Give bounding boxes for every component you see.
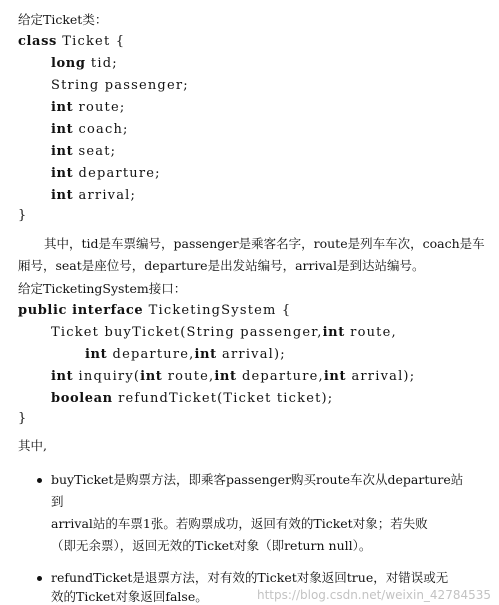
watermark-text: https://blog.csdn.net/weixin_42784535	[256, 588, 491, 602]
field-name: coach;	[78, 122, 129, 137]
bullet-dot-icon	[37, 478, 42, 483]
field-name: passenger;	[104, 78, 189, 93]
field-name: departure;	[78, 166, 161, 181]
method-name: inquiry(	[78, 369, 141, 384]
field-seat	[51, 144, 116, 160]
param-name: route,	[167, 369, 215, 384]
return-type: Ticket	[51, 325, 100, 340]
intro-ticket-class: 给定Ticket类：	[18, 12, 108, 27]
bullet-buy-line2: 到	[51, 494, 64, 509]
field-type: int	[51, 188, 74, 203]
field-arrival	[51, 188, 136, 204]
method-buy-ticket-line1	[51, 325, 397, 341]
field-route	[51, 100, 125, 116]
param-name: arrival);	[222, 347, 286, 362]
among-label: 其中,	[18, 438, 47, 453]
param-name: departure,	[241, 369, 324, 384]
bullet-dot-icon	[37, 576, 42, 581]
field-coach	[51, 122, 129, 138]
return-type: boolean	[51, 391, 113, 406]
param-type: int	[194, 347, 217, 362]
field-name: seat;	[78, 144, 117, 159]
field-description-paragraph: 其中，tid是车票编号，passenger是乘客名字，route是列车车次，coach是车厢号，seat是座位号，departure是出发站编号，arrival是到达站编号。	[18, 236, 485, 273]
field-type: int	[51, 122, 74, 137]
field-name: tid;	[90, 56, 118, 71]
field-departure	[51, 166, 161, 182]
bullet-buy-line1: buyTicket是购票方法，即乘客passenger购买route车次从departure站	[51, 472, 464, 487]
field-type: long	[51, 56, 86, 71]
field-tid	[51, 56, 118, 72]
param-type: int	[322, 325, 345, 340]
param-name: route,	[350, 325, 397, 340]
field-name: arrival;	[78, 188, 137, 203]
field-type: int	[51, 100, 74, 115]
method-inquiry	[51, 369, 415, 385]
interface-declaration	[18, 303, 291, 319]
param-name: departure,	[112, 347, 195, 362]
bullet-refund-line1: refundTicket是退票方法，对有效的Ticket对象返回true，对错误或无	[51, 570, 449, 585]
class-declaration	[18, 34, 125, 50]
field-type: int	[51, 166, 74, 181]
class-keyword: class	[18, 34, 57, 49]
method-signature: refundTicket(Ticket ticket);	[118, 391, 334, 406]
param-type: int	[140, 369, 163, 384]
field-type: String	[51, 78, 100, 93]
param-type: int	[214, 369, 237, 384]
return-type: int	[51, 369, 74, 384]
class-close-brace: }	[18, 208, 28, 223]
intro-ticketing-system: 给定TicketingSystem接口：	[18, 281, 187, 296]
bullet-buy-line3: arrival站的车票1张。若购票成功，返回有效的Ticket对象；若失败	[51, 516, 428, 531]
param-type: int	[323, 369, 347, 384]
param-name: arrival);	[351, 369, 416, 384]
method-buy-ticket-line2	[85, 347, 286, 363]
bullet-buy-line4: （即无余票），返回无效的Ticket对象（即return null）。	[51, 538, 372, 553]
bullet-refund-line2: 效的Ticket对象返回false。	[51, 589, 208, 604]
param-type: int	[85, 347, 108, 362]
class-name: Ticket {	[62, 34, 126, 49]
field-type: int	[51, 144, 74, 159]
field-passenger	[51, 78, 189, 94]
interface-close-brace: }	[18, 411, 28, 426]
interface-keywords: public interface	[18, 303, 144, 318]
interface-name: TicketingSystem {	[148, 303, 292, 318]
method-refund-ticket	[51, 391, 333, 407]
field-name: route;	[78, 100, 126, 115]
method-signature: buyTicket(String passenger,	[104, 325, 323, 340]
